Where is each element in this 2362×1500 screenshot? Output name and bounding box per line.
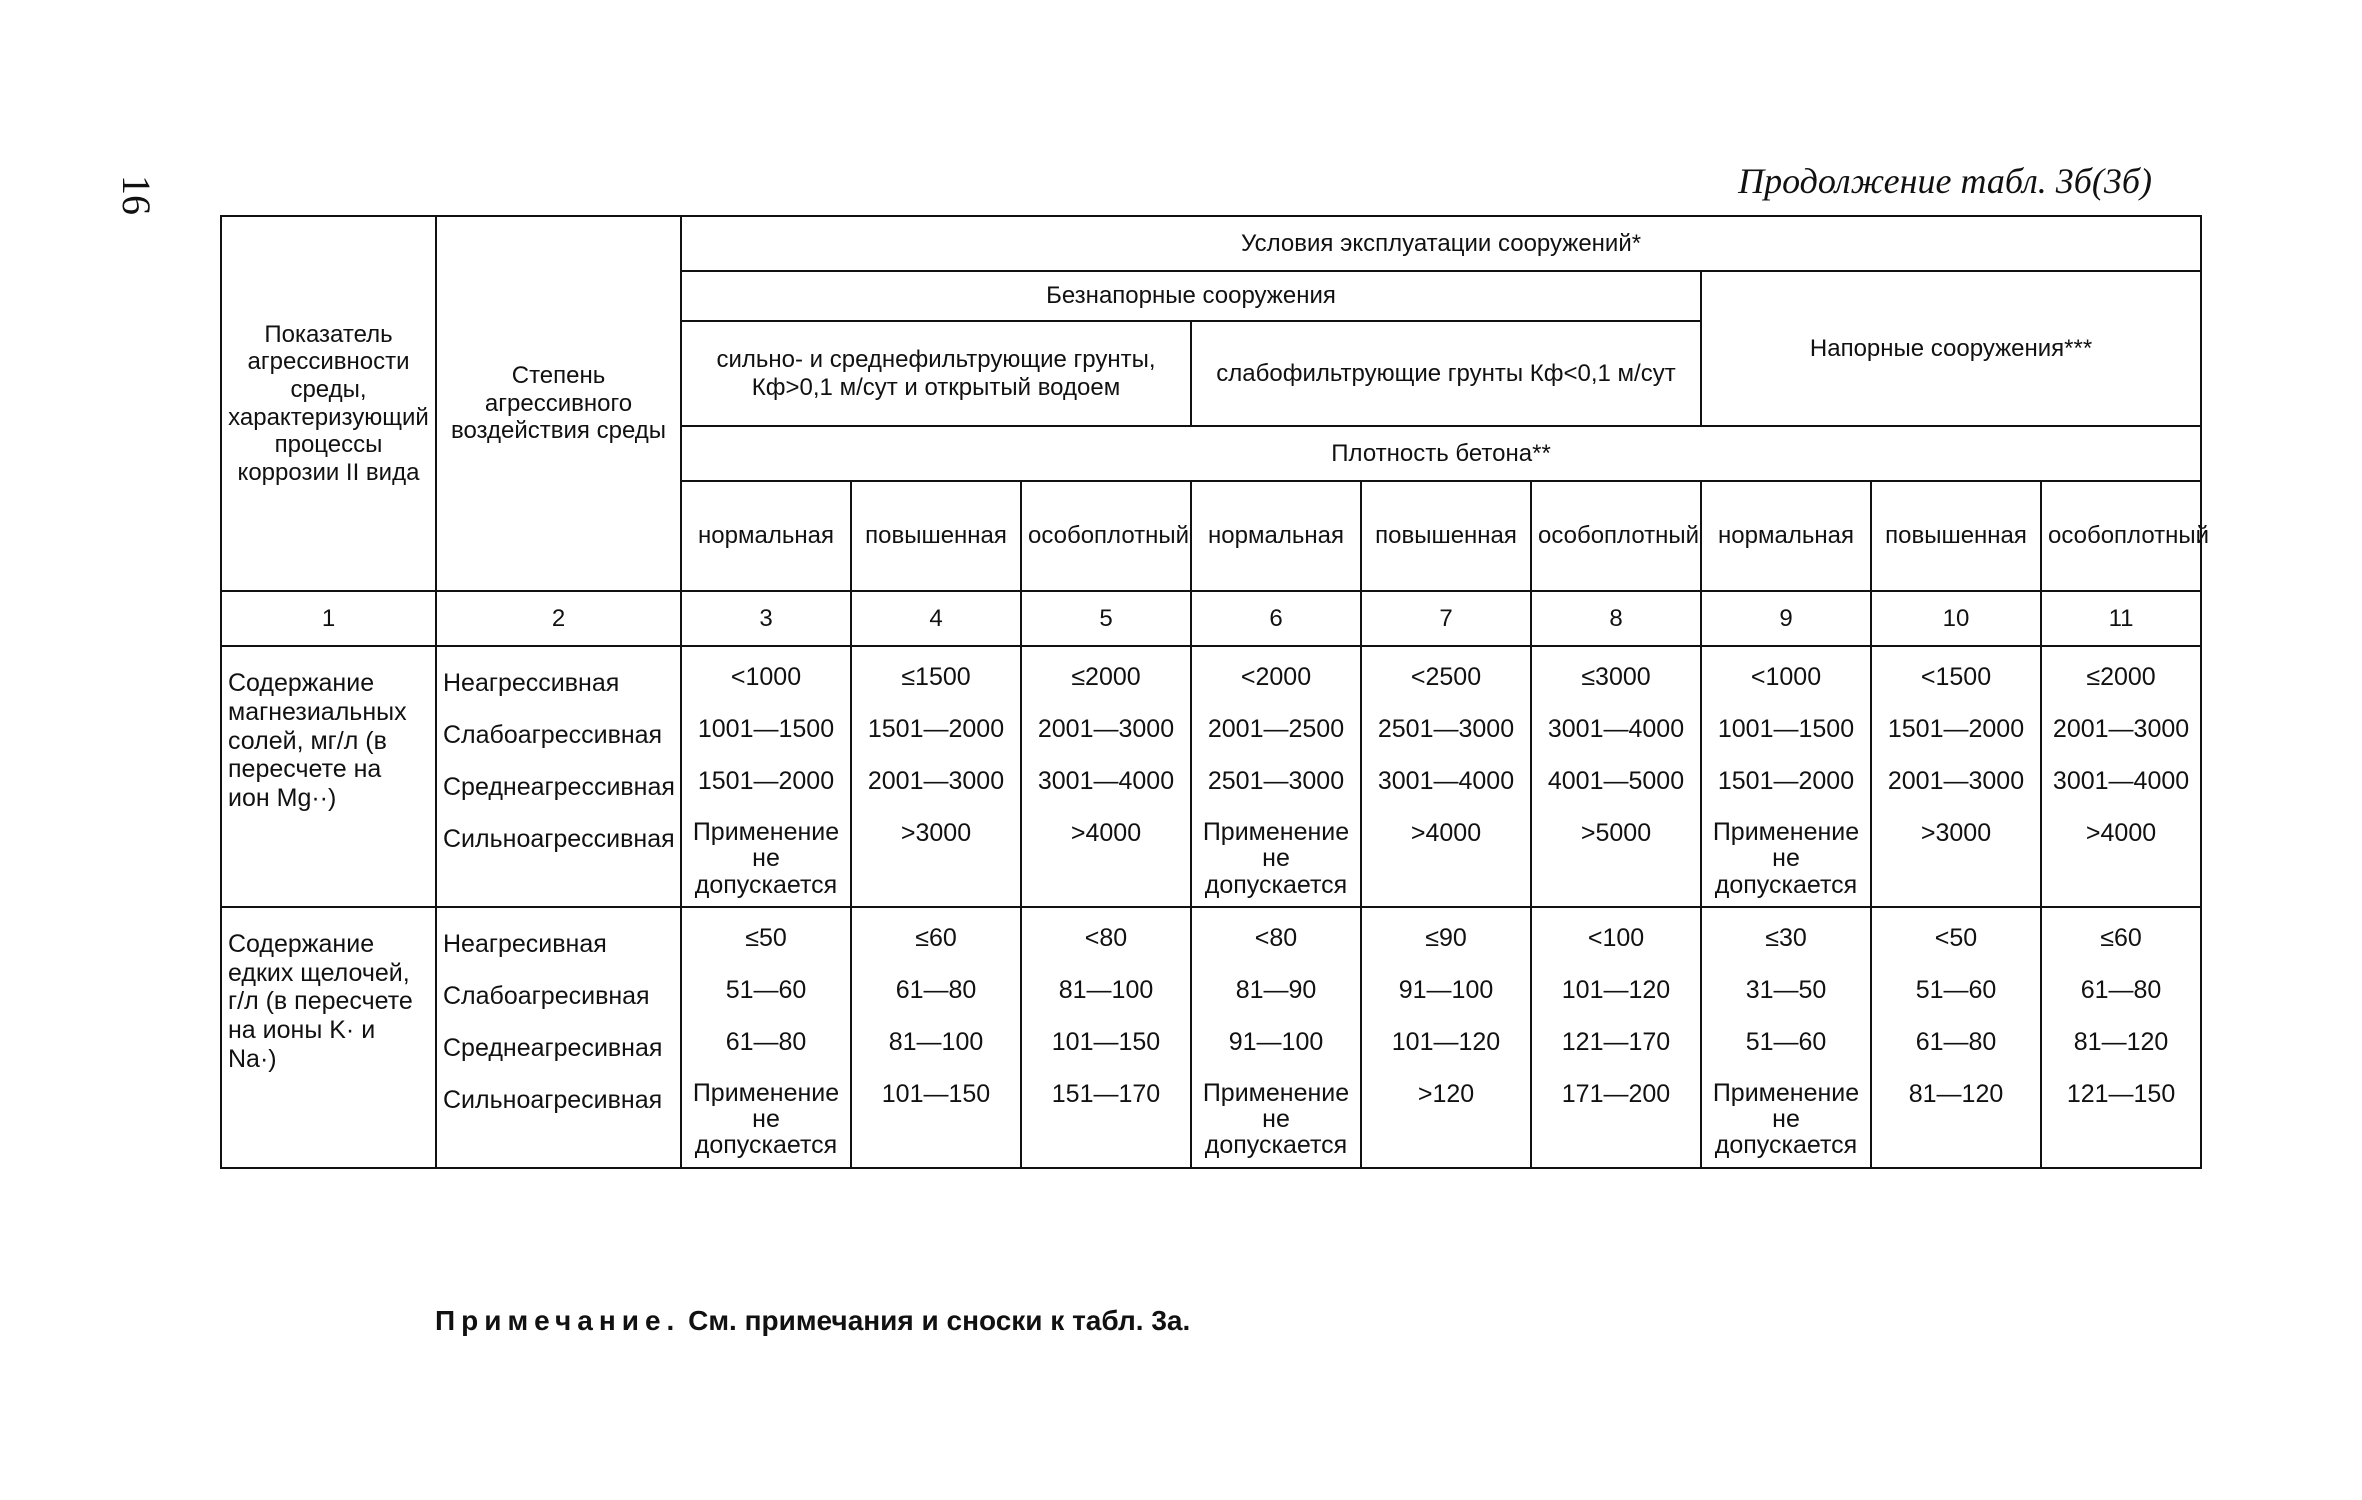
degree-label: Сильноагресивная	[443, 1085, 663, 1114]
degree-label: Слабоагресивная	[443, 981, 650, 1010]
header-degree: Степень агрессивного воздействия среды	[436, 216, 681, 591]
value-item: 2001—3000	[1887, 767, 2025, 795]
header-soil-strong: сильно- и среднефильтрующие грунты, Кф>0,1 м/сут и открытый водоем	[681, 321, 1191, 426]
value-item: 1001—1500	[1717, 715, 1855, 743]
value-item: 81—120	[1908, 1079, 2004, 1108]
header-density-level: повышенная	[851, 481, 1021, 591]
header-density-level: повышенная	[1361, 481, 1531, 591]
header-density-level: особоплотный	[1531, 481, 1701, 591]
value-item: >4000	[1410, 819, 1482, 847]
value-item: Применение не допускается	[1712, 818, 1860, 899]
value-item: 2001—3000	[867, 767, 1005, 795]
degree-label: Среднеагрессивная	[443, 773, 675, 801]
degree-cell	[436, 646, 681, 907]
value-cell	[1361, 907, 1531, 1168]
value-item: 171—200	[1561, 1079, 1671, 1108]
indicator-cell: Содержание магнезиальных солей, мг/л (в пересчете на ион Mg··)	[221, 646, 436, 907]
value-item: 3001—4000	[1377, 767, 1515, 795]
header-nonpressure: Безнапорные сооружения	[681, 271, 1701, 321]
value-item: 91—100	[1398, 975, 1494, 1004]
value-cell	[1701, 646, 1871, 907]
value-cell	[1361, 646, 1531, 907]
value-item: 2501—3000	[1207, 767, 1345, 795]
value-item: 3001—4000	[2052, 767, 2190, 795]
value-item: >5000	[1580, 819, 1652, 847]
value-item: 1001—1500	[697, 715, 835, 743]
header-density-level: нормальная	[1191, 481, 1361, 591]
page-number: 16	[114, 175, 159, 215]
column-number: 11	[2041, 591, 2201, 646]
value-item: 51—60	[1745, 1027, 1827, 1056]
degree-label: Неагрессивная	[443, 669, 620, 697]
value-item: 91—100	[1228, 1027, 1324, 1056]
value-cell	[1701, 907, 1871, 1168]
value-item: Применение не допускается	[1202, 1078, 1350, 1160]
column-number: 6	[1191, 591, 1361, 646]
value-cell	[1531, 646, 1701, 907]
value-item: ≤60	[915, 923, 957, 952]
value-item: ≤1500	[901, 663, 971, 691]
degree-label: Среднеагресивная	[443, 1033, 663, 1062]
value-cell	[851, 646, 1021, 907]
value-item: Применение не допускается	[1712, 1078, 1860, 1160]
value-item: 2001—2500	[1207, 715, 1345, 743]
value-item: <100	[1587, 923, 1645, 952]
table-caption: Продолжение табл. 3б(3б)	[1738, 161, 2152, 201]
degree-label: Слабоагрессивная	[443, 721, 663, 749]
value-item: 81—100	[888, 1027, 984, 1056]
footnote-text: См. примечания и сноски к табл. 3а.	[688, 1305, 1191, 1336]
value-cell	[1871, 907, 2041, 1168]
data-table	[220, 215, 2210, 1169]
value-item: ≤2000	[2086, 663, 2156, 691]
value-item: 4001—5000	[1547, 767, 1685, 795]
value-item: <1000	[730, 663, 802, 691]
header-pressure: Напорные сооружения***	[1701, 271, 2201, 426]
value-item: <1000	[1750, 663, 1822, 691]
value-item: 61—80	[725, 1027, 807, 1056]
value-item: ≤50	[745, 923, 787, 952]
value-item: 2001—3000	[2052, 715, 2190, 743]
value-item: 1501—2000	[697, 767, 835, 795]
value-item: 101—120	[1391, 1027, 1501, 1056]
header-conditions: Условия эксплуатации сооружений*	[681, 216, 2201, 271]
value-cell	[681, 646, 851, 907]
value-item: 121—150	[2066, 1079, 2176, 1108]
table-row	[221, 907, 2201, 1168]
value-cell	[681, 907, 851, 1168]
value-item: 81—120	[2073, 1027, 2169, 1056]
value-item: 51—60	[725, 975, 807, 1004]
value-item: 61—80	[2080, 975, 2162, 1004]
value-item: <2500	[1410, 663, 1482, 691]
value-cell	[1871, 646, 2041, 907]
value-item: >3000	[900, 819, 972, 847]
column-number: 8	[1531, 591, 1701, 646]
header-density-level: нормальная	[681, 481, 851, 591]
header-density-level: особоплотный	[1021, 481, 1191, 591]
value-item: Применение не допускается	[692, 818, 840, 899]
value-item: 61—80	[1915, 1027, 1997, 1056]
value-cell	[1021, 907, 1191, 1168]
value-item: 101—120	[1561, 975, 1671, 1004]
value-item: Применение не допускается	[1202, 818, 1350, 899]
value-item: 121—170	[1561, 1027, 1671, 1056]
degree-label: Сильноагрессивная	[443, 825, 675, 853]
footnote-label: Примечание.	[435, 1305, 681, 1336]
header-density-level: нормальная	[1701, 481, 1871, 591]
value-item: ≤3000	[1581, 663, 1651, 691]
value-cell	[1191, 646, 1361, 907]
value-item: 2501—3000	[1377, 715, 1515, 743]
value-item: 101—150	[881, 1079, 991, 1108]
value-item: ≤2000	[1071, 663, 1141, 691]
value-item: 151—170	[1051, 1079, 1161, 1108]
degree-cell	[436, 907, 681, 1168]
value-item: ≤30	[1765, 923, 1807, 952]
indicator-cell: Содержание едких щелочей, г/л (в пересчете на ионы K· и Na·)	[221, 907, 436, 1168]
column-number: 4	[851, 591, 1021, 646]
value-item: 81—90	[1235, 975, 1317, 1004]
value-item: <1500	[1920, 663, 1992, 691]
column-number: 2	[436, 591, 681, 646]
value-item: 1501—2000	[867, 715, 1005, 743]
value-item: 101—150	[1051, 1027, 1161, 1056]
table-row	[221, 646, 2201, 907]
value-item: 61—80	[895, 975, 977, 1004]
column-number: 3	[681, 591, 851, 646]
column-number: 5	[1021, 591, 1191, 646]
value-item: 51—60	[1915, 975, 1997, 1004]
value-item: 31—50	[1745, 975, 1827, 1004]
degree-label: Неагресивная	[443, 929, 607, 958]
header-density: Плотность бетона**	[681, 426, 2201, 481]
value-cell	[1531, 907, 1701, 1168]
value-item: <80	[1254, 923, 1298, 952]
value-item: 2001—3000	[1037, 715, 1175, 743]
value-item: <2000	[1240, 663, 1312, 691]
value-item: Применение не допускается	[692, 1078, 840, 1160]
value-item: 1501—2000	[1717, 767, 1855, 795]
value-cell	[2041, 907, 2201, 1168]
value-item: ≤90	[1425, 923, 1467, 952]
value-item: >4000	[2085, 819, 2157, 847]
value-item: <50	[1934, 923, 1978, 952]
header-indicator: Показатель агрессивности среды, характеризующий процессы коррозии II вида	[221, 216, 436, 591]
header-density-level: особоплотный	[2041, 481, 2201, 591]
column-number: 7	[1361, 591, 1531, 646]
header-soil-weak: слабофильтрующие грунты Кф<0,1 м/сут	[1191, 321, 1701, 426]
value-cell	[1021, 646, 1191, 907]
value-cell	[851, 907, 1021, 1168]
value-item: >3000	[1920, 819, 1992, 847]
value-item: 3001—4000	[1547, 715, 1685, 743]
footnote	[435, 1305, 1190, 1337]
value-item: 3001—4000	[1037, 767, 1175, 795]
value-item: ≤60	[2100, 923, 2142, 952]
column-number: 10	[1871, 591, 2041, 646]
column-number: 1	[221, 591, 436, 646]
header-density-level: повышенная	[1871, 481, 2041, 591]
column-number: 9	[1701, 591, 1871, 646]
value-cell	[1191, 907, 1361, 1168]
value-item: >120	[1417, 1079, 1475, 1108]
value-item: >4000	[1070, 819, 1142, 847]
value-item: <80	[1084, 923, 1128, 952]
value-item: 1501—2000	[1887, 715, 2025, 743]
value-item: 81—100	[1058, 975, 1154, 1004]
value-cell	[2041, 646, 2201, 907]
